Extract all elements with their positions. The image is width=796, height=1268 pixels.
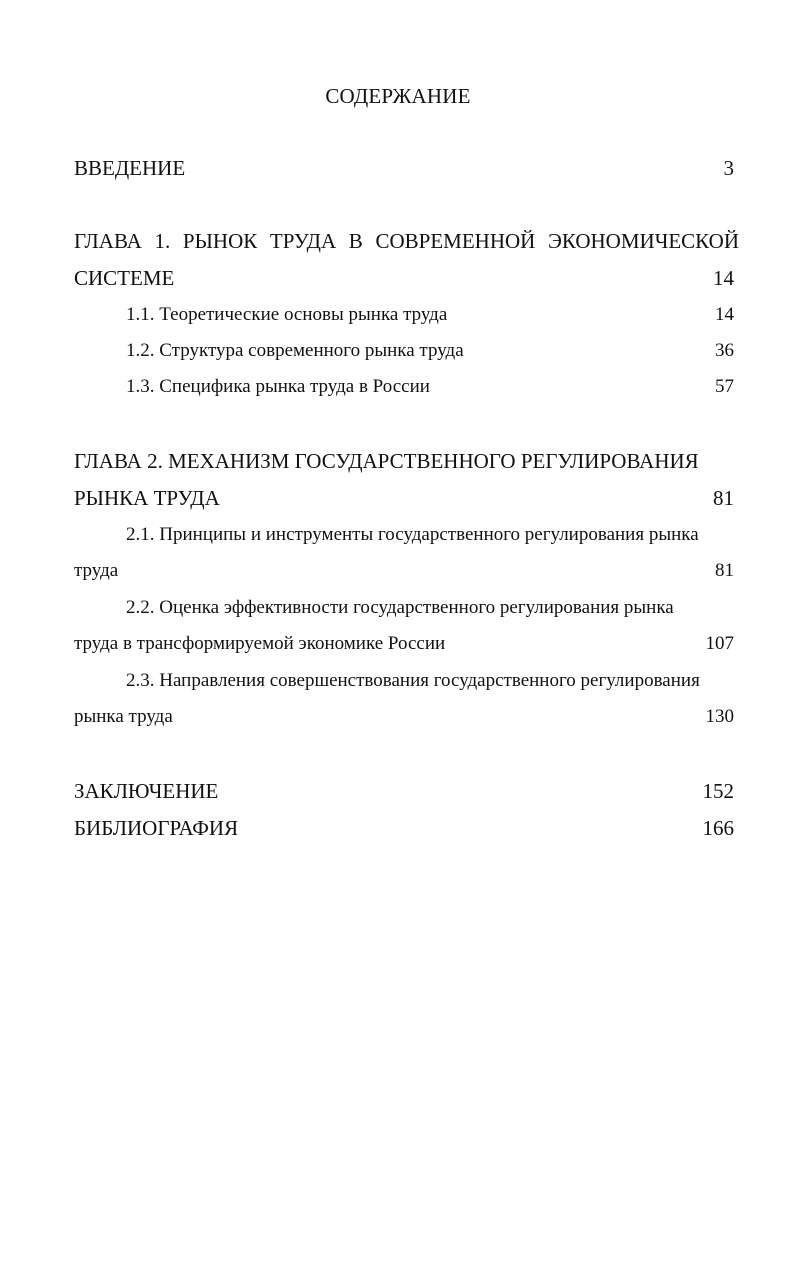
toc-page-chapter-1: 14 [713,266,734,290]
toc-page-section-1-2: 36 [715,340,734,361]
toc-section-2-2-line2: труда в трансформируемой экономике России [74,633,446,654]
toc-section-1-2: 1.2. Структура современного рынка труда [126,340,464,361]
toc-section-2-3-line2: рынка труда [74,706,173,727]
toc-section-2-1-line1: 2.1. Принципы и инструменты государственного регулирования рынка [126,524,699,545]
toc-chapter-1-heading-line1: ГЛАВА 1. РЫНОК ТРУДА В СОВРЕМЕННОЙ ЭКОНОМИЧЕСКОЙ [74,229,739,253]
toc-entry-introduction: ВВЕДЕНИЕ [74,156,186,180]
toc-chapter-2-heading-line2: РЫНКА ТРУДА [74,486,220,510]
toc-chapter-2-heading-line1: ГЛАВА 2. МЕХАНИЗМ ГОСУДАРСТВЕННОГО РЕГУЛИРОВАНИЯ [74,449,699,473]
toc-entry-bibliography: БИБЛИОГРАФИЯ [74,816,239,840]
toc-section-1-3: 1.3. Специфика рынка труда в России [126,376,430,397]
toc-section-2-1-line2: труда [74,560,119,581]
toc-page-introduction: 3 [723,156,734,180]
toc-section-2-2-line1: 2.2. Оценка эффективности государственного регулирования рынка [126,597,674,618]
toc-page-chapter-2: 81 [713,486,734,510]
toc-chapter-1-heading-line2: СИСТЕМЕ [74,266,175,290]
toc-page-bibliography: 166 [702,816,734,840]
toc-page-section-2-2: 107 [705,633,734,654]
toc-title: СОДЕРЖАНИЕ [325,84,471,108]
toc-page-section-2-3: 130 [705,706,734,727]
toc-page-section-1-3: 57 [715,376,734,397]
toc-section-1-1: 1.1. Теоретические основы рынка труда [126,304,448,325]
toc-page-section-1-1: 14 [715,304,734,325]
toc-entry-conclusion: ЗАКЛЮЧЕНИЕ [74,779,219,803]
toc-page-section-2-1: 81 [715,560,734,581]
toc-section-2-3-line1: 2.3. Направления совершенствования государственного регулирования [126,670,700,691]
toc-page-conclusion: 152 [702,779,734,803]
